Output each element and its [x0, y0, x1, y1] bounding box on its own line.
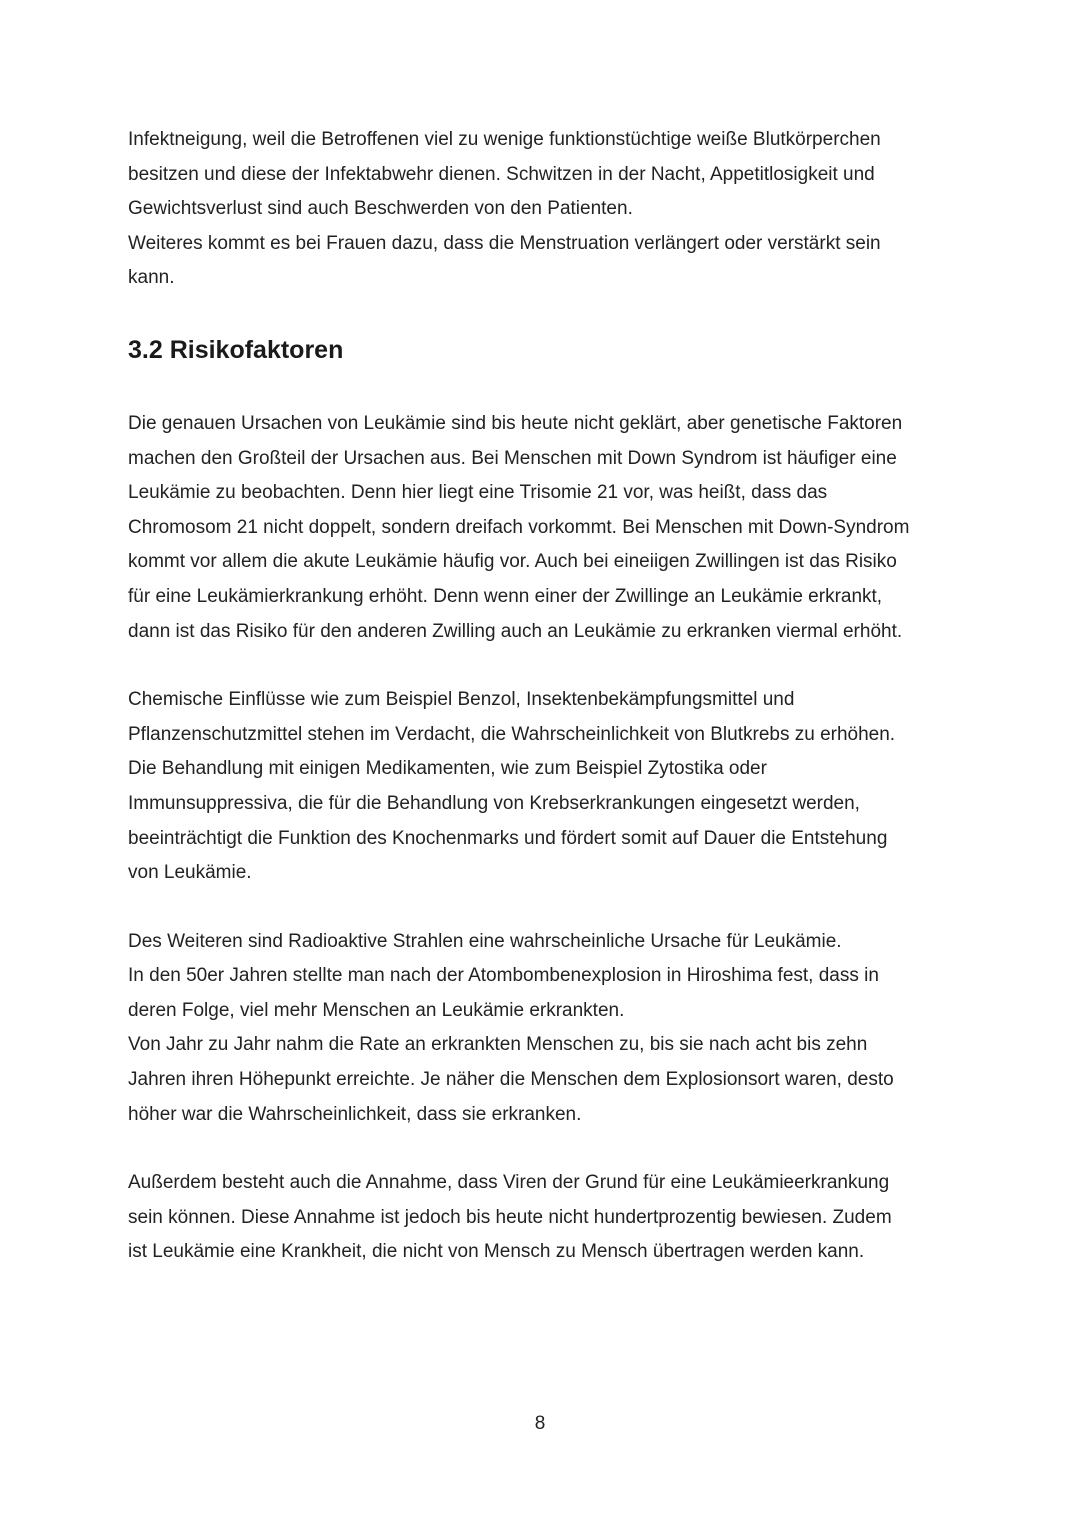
text-line: dann ist das Risiko für den anderen Zwilling auch an Leukämie zu erkranken viermal erhöht. [128, 620, 903, 642]
text-line: beeinträchtigt die Funktion des Knochenmarks und fördert somit auf Dauer die Entstehung [128, 827, 888, 849]
text-line: Chemische Einflüsse wie zum Beispiel Benzol, Insektenbekämpfungsmittel und [128, 689, 795, 711]
text-line: machen den Großteil der Ursachen aus. Bei Menschen mit Down Syndrom ist häufiger eine [128, 447, 897, 469]
paragraph-genetics [128, 407, 958, 649]
text-line: deren Folge, viel mehr Menschen an Leukämie erkrankten. [128, 999, 625, 1021]
text-line: ist Leukämie eine Krankheit, die nicht von Mensch zu Mensch übertragen werden kann. [128, 1241, 865, 1263]
text-line: kommt vor allem die akute Leukämie häufig vor. Auch bei eineiigen Zwillingen ist das Risiko [128, 551, 897, 573]
text-line: besitzen und diese der Infektabwehr dienen. Schwitzen in der Nacht, Appetitlosigkeit und [128, 163, 875, 185]
text-line: Gewichtsverlust sind auch Beschwerden von den Patienten. [128, 198, 633, 220]
text-line: Infektneigung, weil die Betroffenen viel zu wenige funktionstüchtige weiße Blutkörperchen [128, 129, 881, 150]
text-line: Chromosom 21 nicht doppelt, sondern dreifach vorkommt. Bei Menschen mit Down-Syndrom [128, 516, 910, 538]
text-line: Leukämie zu beobachten. Denn hier liegt eine Trisomie 21 vor, was heißt, dass das [128, 482, 828, 504]
text-line: sein können. Diese Annahme ist jedoch bis heute nicht hundertprozentig bewiesen. Zudem [128, 1206, 892, 1228]
paragraph-viruses [128, 1166, 958, 1270]
text-line: In den 50er Jahren stellte man nach der Atombombenexplosion in Hiroshima fest, dass in [128, 965, 879, 987]
text-line: Jahren ihren Höhepunkt erreichte. Je näher die Menschen dem Explosionsort waren, desto [128, 1069, 894, 1091]
text-line: höher war die Wahrscheinlichkeit, dass sie erkranken. [128, 1103, 582, 1125]
page-number: 8 [534, 1413, 546, 1434]
text-line: für eine Leukämierkrankung erhöht. Denn wenn einer der Zwillinge an Leukämie erkrankt, [128, 585, 883, 607]
paragraph-radiation [128, 925, 958, 1133]
paragraph-chemicals [128, 683, 958, 891]
text-line: Des Weiteren sind Radioaktive Strahlen eine wahrscheinliche Ursache für Leukämie. [128, 930, 842, 952]
text-line: kann. [128, 267, 175, 289]
text-line: Die genauen Ursachen von Leukämie sind bis heute nicht geklärt, aber genetische Faktoren [128, 412, 903, 434]
text-line: Immunsuppressiva, die für die Behandlung von Krebserkrankungen eingesetzt werden, [128, 792, 860, 814]
text-line: Von Jahr zu Jahr nahm die Rate an erkrankten Menschen zu, bis sie nach acht bis zehn [128, 1034, 868, 1056]
section-heading: 3.2 Risikofaktoren [128, 335, 344, 364]
text-line: Weiteres kommt es bei Frauen dazu, dass die Menstruation verlängert oder verstärkt sein [128, 232, 881, 254]
text-line: von Leukämie. [128, 862, 252, 884]
text-line: Pflanzenschutzmittel stehen im Verdacht, die Wahrscheinlichkeit von Blutkrebs zu erhöhen. [128, 723, 896, 745]
intro-paragraph [128, 123, 958, 296]
page-content [128, 123, 958, 1270]
text-line: Die Behandlung mit einigen Medikamenten, wie zum Beispiel Zytostika oder [128, 758, 767, 780]
text-line: Außerdem besteht auch die Annahme, dass Viren der Grund für eine Leukämieerkrankung [128, 1172, 890, 1194]
